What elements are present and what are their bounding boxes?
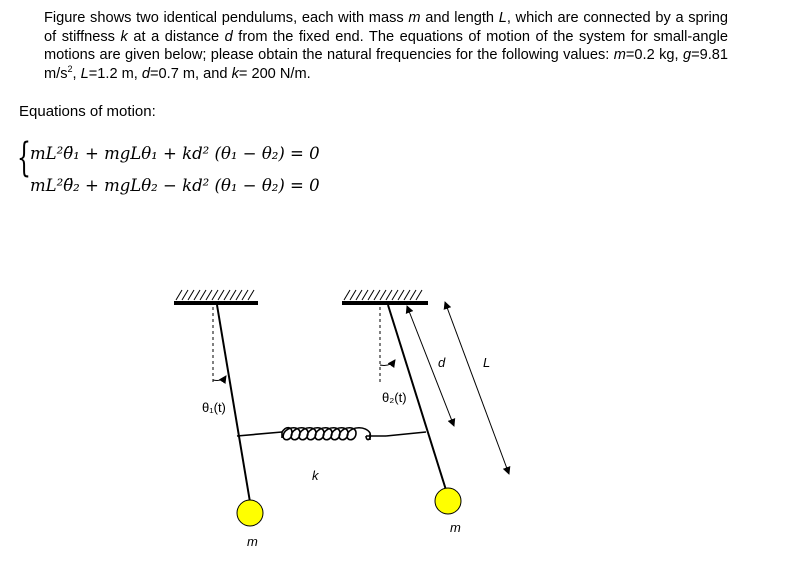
var-k: k — [120, 28, 128, 45]
theta1-arc — [213, 376, 226, 381]
equations-heading: Equations of motion: — [19, 103, 156, 120]
var-g: g — [682, 47, 692, 64]
superscript-2: 2 — [67, 63, 73, 74]
problem-text: Figure shows two identical pendulums, each with mass — [44, 10, 409, 26]
var-m: m — [613, 47, 626, 64]
left-mass-bob — [237, 500, 263, 526]
problem-text: and length — [420, 10, 499, 26]
equation-2: mL²θ̈₂ + mgLθ₂ − kd² (θ₁ − θ₂) = 0 — [30, 176, 320, 195]
value-g: =9.81 m/s — [44, 47, 728, 82]
var-m: m — [408, 10, 421, 26]
value-L: =1.2 m, — [88, 65, 142, 82]
spring — [237, 428, 426, 440]
d-label: d — [438, 355, 446, 370]
problem-text: from the fixed end. The equations of motion of the system for small-angle motions are given below; please obtain the natural frequencies for the following values: — [44, 28, 728, 64]
var-k: k — [231, 65, 239, 82]
var-d: d — [141, 65, 151, 82]
right-support — [342, 290, 428, 303]
right-mass-label: m — [450, 520, 461, 535]
theta2-arc — [380, 360, 395, 365]
theta2-label: θ₂(t) — [382, 390, 407, 405]
problem-statement — [44, 9, 728, 83]
equation-brace: { — [17, 135, 31, 181]
value-k: = 200 N/m. — [238, 65, 311, 82]
problem-text: , which are connected by a spring of stiffness — [44, 10, 728, 45]
value-d: =0.7 m, and — [150, 65, 232, 82]
L-dimension-arrow — [445, 302, 509, 474]
var-d: d — [224, 28, 233, 45]
left-mass-label: m — [247, 534, 258, 549]
value-m: =0.2 kg, — [625, 47, 683, 64]
var-L: L — [80, 65, 89, 82]
right-mass-bob — [435, 488, 461, 514]
separator: , — [72, 65, 81, 82]
L-label: L — [483, 355, 491, 370]
d-dimension-arrow — [407, 306, 454, 426]
equation-1: mL²θ̈₁ + mgLθ₁ + kd² (θ₁ − θ₂) = 0 — [30, 144, 320, 163]
problem-text: at a distance — [127, 28, 225, 45]
pendulum-figure — [160, 280, 540, 560]
left-support — [174, 290, 258, 303]
theta1-label: θ₁(t) — [202, 400, 226, 415]
var-L: L — [498, 10, 507, 26]
spring-k-label: k — [312, 468, 319, 483]
